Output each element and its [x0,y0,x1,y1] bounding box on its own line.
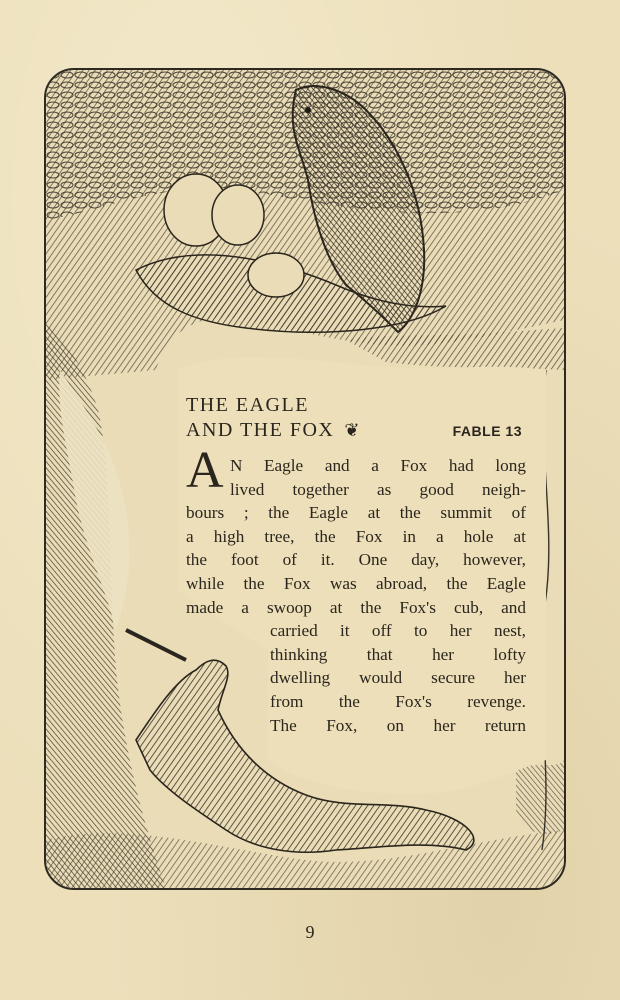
word: thinking [270,644,328,664]
word: off [371,621,392,641]
word: foot [230,550,259,570]
word: swoop [266,597,312,617]
word: the [360,597,382,617]
word: made [186,597,224,617]
word: neigh- [482,479,526,499]
text-line [186,666,526,690]
word: to [413,621,428,641]
word: that [366,644,393,664]
text-line [186,643,526,667]
fable-body [186,454,526,737]
word: high [213,526,245,546]
word: of [511,503,526,523]
word: carried [270,621,318,641]
word: the [338,691,360,711]
word: a [371,456,379,475]
word: hole [463,526,494,546]
title-line-1: THE EAGLE [186,394,309,416]
word: at [329,597,343,617]
word: a [186,526,194,546]
word: at [513,526,526,546]
title-line-2: AND THE FOX [186,419,335,441]
word: from [270,691,304,711]
word: was [329,573,357,593]
text-line [186,501,526,525]
word: dwelling [270,668,331,688]
word: ; [243,503,249,523]
text-line [186,478,526,502]
word: as [377,479,392,499]
word: secure [431,668,476,688]
word: N [230,456,243,475]
word: cub, [454,597,484,617]
page-number: 9 [305,922,315,942]
word: it. [320,550,335,570]
word: however, [463,550,526,570]
word: One [358,550,388,570]
word: nest, [493,621,526,641]
word: Fox's [399,597,436,617]
word: summit [440,503,492,523]
word: lofty [493,644,526,664]
word: at [367,503,381,523]
word: Fox [283,573,311,593]
title-row [186,418,526,444]
word: and [501,597,526,617]
leaf-ornament-icon: ❦ [344,420,361,440]
word: her [504,668,526,688]
text-line [186,548,526,572]
word: long [495,456,526,475]
word: had [448,456,474,475]
word: a [241,597,249,617]
word: a [436,526,444,546]
word: her [433,715,456,735]
text-line [186,619,526,643]
fable-text-panel [186,393,526,737]
word: of [282,550,297,570]
word: day, [411,550,440,570]
word: Fox [355,526,383,546]
word: tree, [264,526,295,546]
word: good [419,479,454,499]
word: it [340,621,350,641]
word: together [292,479,349,499]
word: would [359,668,403,688]
text-line [186,690,526,714]
text-line [186,525,526,549]
word: Eagle [264,456,304,475]
text-line [186,596,526,620]
word: her [432,644,455,664]
word: Fox [400,456,428,475]
word: lived [230,479,265,499]
word: in [402,526,416,546]
word: the [314,526,336,546]
word: revenge. [467,691,526,711]
word: her [449,621,472,641]
word: the [446,573,468,593]
word: and [324,456,350,475]
word: Fox's [395,691,432,711]
word: the [268,503,290,523]
word: abroad, [376,573,428,593]
word: Eagle [486,573,526,593]
word: Fox, [326,715,358,735]
word: bours [186,503,225,523]
word: Eagle [308,503,349,523]
word: the [243,573,265,593]
fable-number: FABLE 13 [452,423,522,439]
word: the [399,503,421,523]
word: return [484,715,526,735]
drop-cap: A [186,442,224,499]
fable-title [186,393,526,444]
text-line [186,454,526,478]
text-line [186,714,526,738]
word: on [386,715,404,735]
word: while [186,573,225,593]
text-line [186,572,526,596]
word: the [186,550,207,570]
word: The [270,715,297,735]
